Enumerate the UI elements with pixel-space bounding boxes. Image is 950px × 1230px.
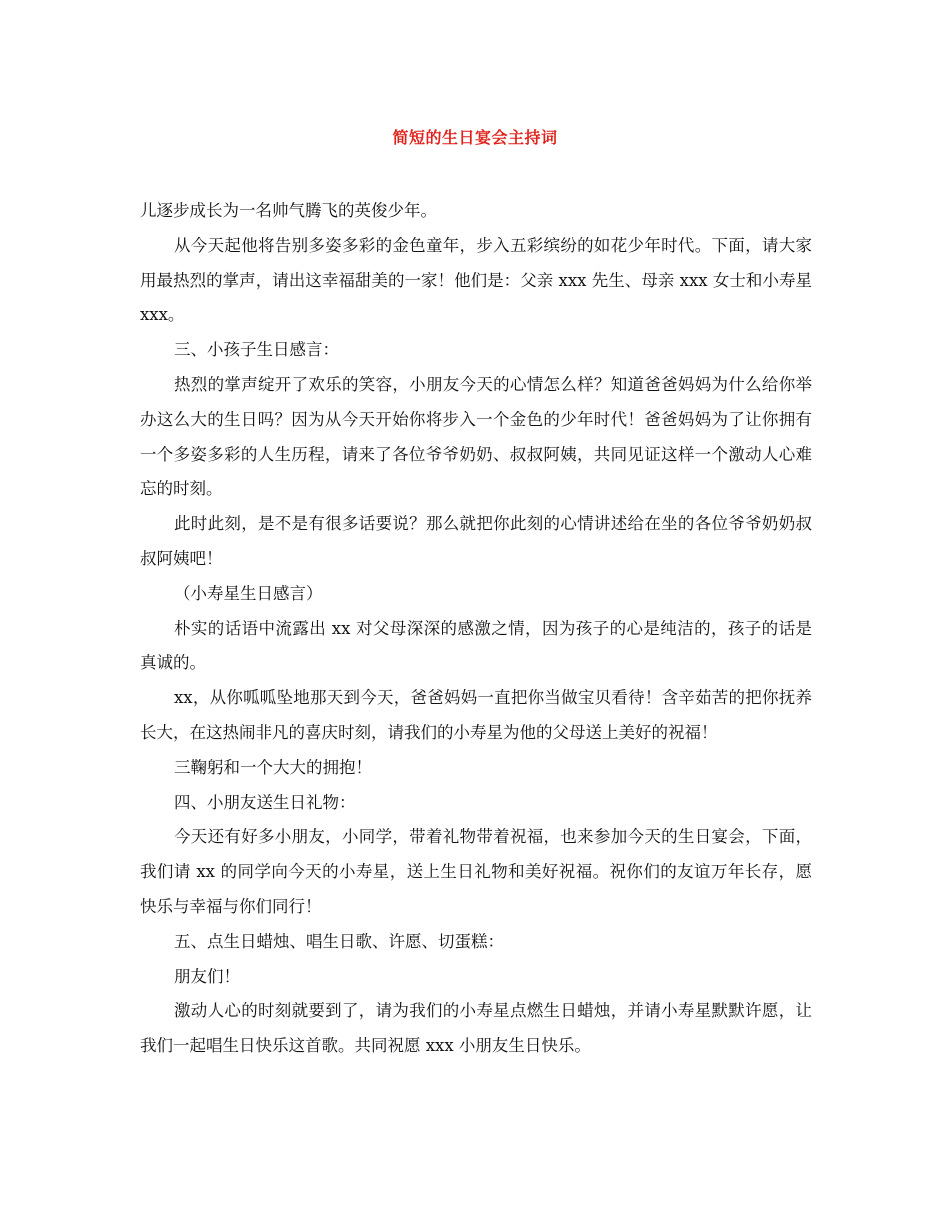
paragraph-continuation: 儿逐步成长为一名帅气腾飞的英俊少年。: [140, 201, 437, 220]
paragraph: xx，从你呱呱坠地那天到今天，爸爸妈妈一直把你当做宝贝看待！含辛茹苦的把你抚养长大，在这热闹非凡的喜庆时刻，请我们的小寿星为他的父母送上美好的祝福！: [140, 688, 812, 742]
stage-direction: （小寿星生日感言）: [174, 583, 323, 603]
paragraph: 朋友们！: [174, 966, 240, 986]
paragraph: 热烈的掌声绽开了欢乐的笑容，小朋友今天的心情怎么样？知道爸爸妈妈为什么给你举办这么大的生日吗？因为从今天开始你将步入一个金色的少年时代！爸爸妈妈为了让你拥有一个多姿多彩的人生历程，请来了各位爷爷奶奶、叔叔阿姨，共同见证这样一个激动人心难忘的时刻。: [140, 374, 812, 499]
section-heading-5: 五、点生日蜡烛、唱生日歌、许愿、切蛋糕：: [174, 931, 504, 951]
paragraph: 此时此刻，是不是有很多话要说？那么就把你此刻的心情讲述给在坐的各位爷爷奶奶叔叔阿姨吧！: [140, 514, 812, 568]
paragraph: 三鞠躬和一个大大的拥抱！: [174, 757, 372, 777]
paragraph: 从今天起他将告别多姿多彩的金色童年，步入五彩缤纷的如花少年时代。下面，请大家用最热烈的掌声，请出这幸福甜美的一家！他们是：父亲 xxx 先生、母亲 xxx 女士和小寿星 xxx。: [140, 235, 812, 325]
paragraph: 朴实的话语中流露出 xx 对父母深深的感激之情，因为孩子的心是纯洁的，孩子的话是真诚的。: [140, 618, 812, 673]
document-title: 简短的生日宴会主持词: [392, 128, 558, 147]
document-body: [140, 194, 812, 1064]
paragraph: 激动人心的时刻就要到了，请为我们的小寿星点燃生日蜡烛，并请小寿星默默许愿，让我们一起唱生日快乐这首歌。共同祝愿 xxx 小朋友生日快乐。: [140, 1001, 812, 1056]
section-heading-3: 三、小孩子生日感言：: [174, 340, 339, 360]
section-heading-4: 四、小朋友送生日礼物：: [174, 792, 356, 812]
paragraph: 今天还有好多小朋友，小同学，带着礼物带着祝福，也来参加今天的生日宴会，下面，我们请 xx 的同学向今天的小寿星，送上生日礼物和美好祝福。祝你们的友谊万年长存，愿快乐与幸福与你们同行！: [140, 827, 812, 916]
